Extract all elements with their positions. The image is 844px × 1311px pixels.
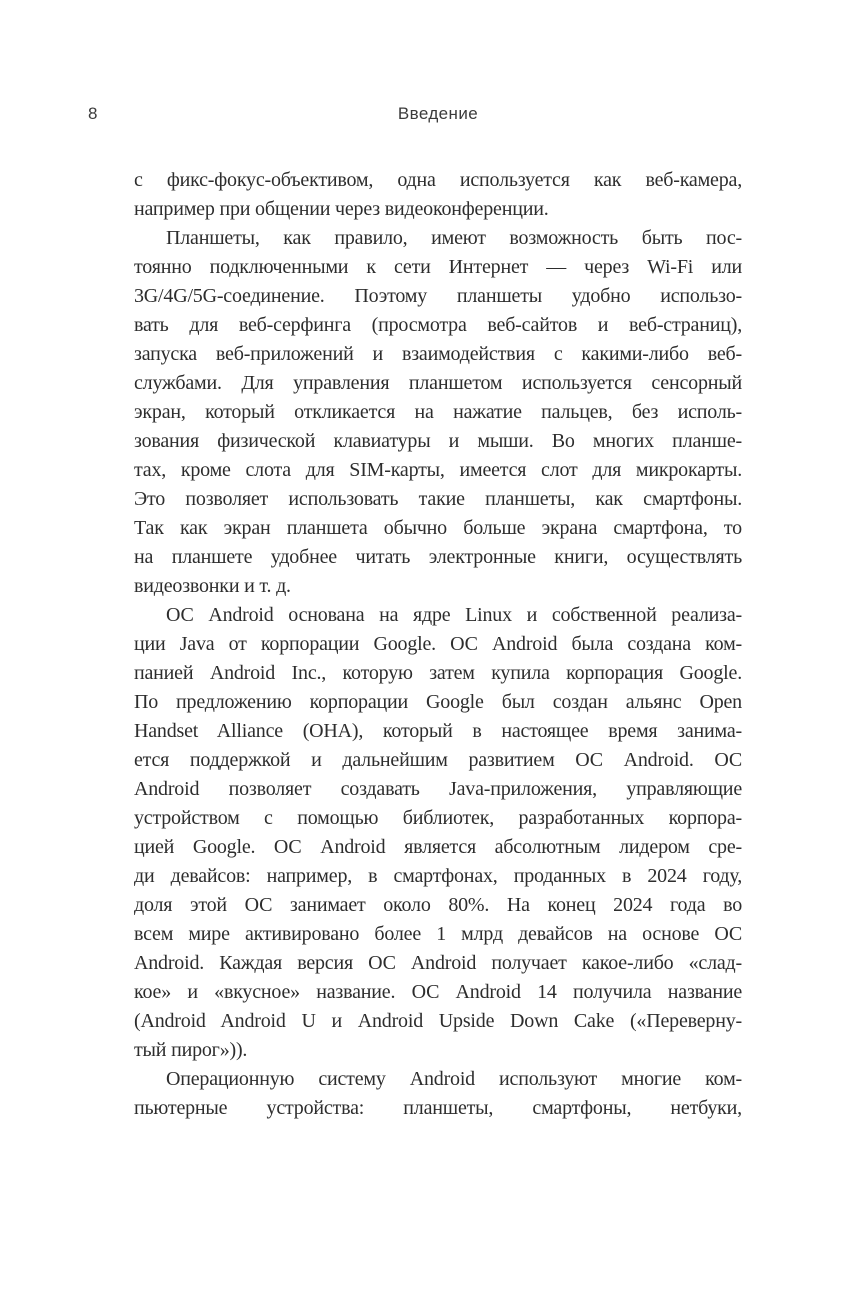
text-line: доля этой ОС занимает около 80%. На конец 2024 года во — [134, 894, 742, 916]
text-line: всем мире активировано более 1 млрд девайсов на основе ОС — [134, 923, 742, 945]
text-line: тах, кроме слота для SIM-карты, имеется слот для микрокарты. — [134, 459, 742, 481]
page-number: 8 — [88, 104, 98, 123]
text-line: устройством с помощью библиотек, разработанных корпора- — [134, 807, 742, 829]
text-line: запуска веб-приложений и взаимодействия с какими-либо веб- — [134, 343, 742, 365]
text-line: (Android Android U и Android Upside Down Cake («Переверну- — [134, 1010, 742, 1032]
text-line: с фикс-фокус-объективом, одна используется как веб-камера, — [134, 169, 742, 191]
text-line: пьютерные устройства: планшеты, смартфоны, нетбуки, — [134, 1097, 742, 1119]
text-line: зования физической клавиатуры и мыши. Во многих планше- — [134, 430, 742, 452]
text-line: Handset Alliance (OHA), который в настоящее время занима- — [134, 720, 742, 742]
text-line: ди девайсов: например, в смартфонах, проданных в 2024 году, — [134, 865, 742, 887]
text-line: Операционную систему Android используют многие ком- — [166, 1068, 742, 1090]
text-line: кое» и «вкусное» название. ОС Android 14 получила название — [134, 981, 742, 1003]
text-line: Android. Каждая версия ОС Android получает какое-либо «слад- — [134, 952, 742, 974]
text-line: цией Google. ОС Android является абсолютным лидером сре- — [134, 836, 742, 858]
text-line: экран, который откликается на нажатие пальцев, без исполь- — [134, 401, 742, 423]
text-line: 3G/4G/5G-соединение. Поэтому планшеты удобно использо- — [134, 285, 742, 307]
text-line: например при общении через видеоконференции. — [134, 198, 549, 220]
text-line: По предложению корпорации Google был создан альянс Open — [134, 691, 742, 713]
paragraph — [134, 1065, 742, 1123]
paragraph — [134, 601, 742, 1065]
running-header — [0, 104, 844, 126]
text-line: вать для веб-серфинга (просмотра веб-сайтов и веб-страниц), — [134, 314, 742, 336]
text-line: ОС Android основана на ядре Linux и собственной реализа- — [166, 604, 742, 626]
text-line: видеозвонки и т. д. — [134, 575, 291, 597]
text-line: Android позволяет создавать Java-приложения, управляющие — [134, 778, 742, 800]
text-line: Это позволяет использовать такие планшеты, как смартфоны. — [134, 488, 742, 510]
body-text — [134, 166, 742, 1123]
text-line: тоянно подключенными к сети Интернет — через Wi-Fi или — [134, 256, 742, 278]
paragraph — [134, 166, 742, 224]
text-line: тый пирог»)). — [134, 1039, 248, 1061]
text-line: Планшеты, как правило, имеют возможность быть пос- — [166, 227, 742, 249]
text-line: ется поддержкой и дальнейшим развитием ОС Android. ОС — [134, 749, 742, 771]
text-line: на планшете удобнее читать электронные книги, осуществлять — [134, 546, 742, 568]
text-line: панией Android Inc., которую затем купила корпорация Google. — [134, 662, 742, 684]
running-title: Введение — [397, 104, 479, 123]
text-line: ции Java от корпорации Google. ОС Android была создана ком- — [134, 633, 742, 655]
paragraph — [134, 224, 742, 601]
text-line: Так как экран планшета обычно больше экрана смартфона, то — [134, 517, 742, 539]
text-line: службами. Для управления планшетом используется сенсорный — [134, 372, 742, 394]
